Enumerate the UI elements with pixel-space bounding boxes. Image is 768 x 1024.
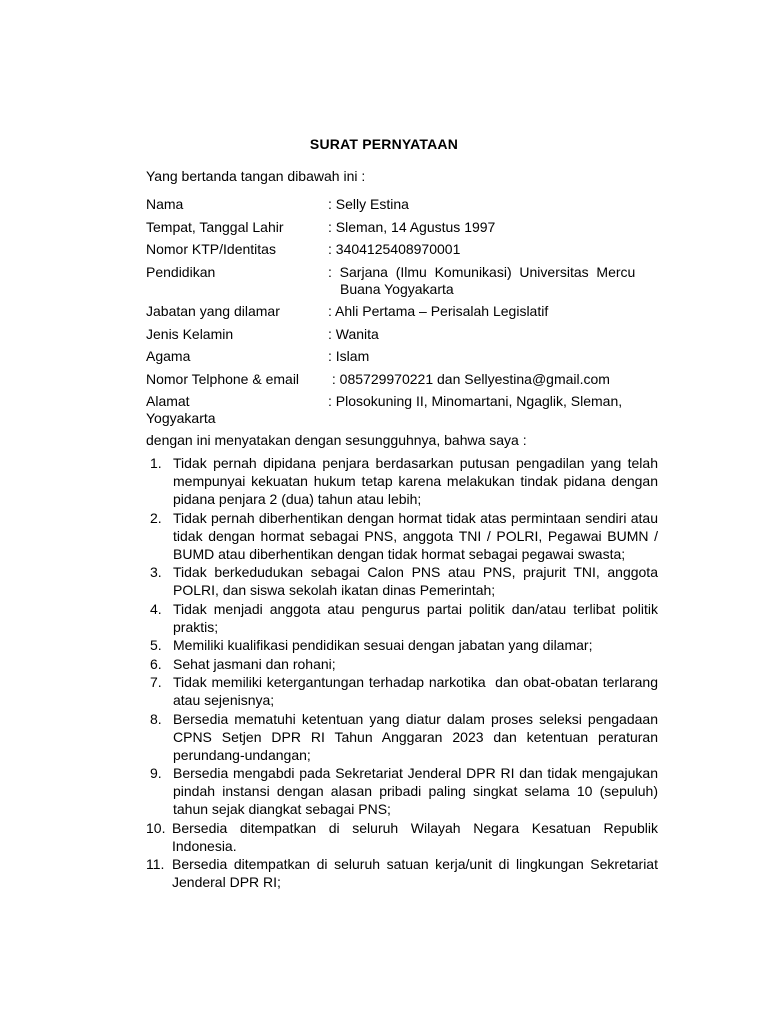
list-item [146, 600, 658, 636]
intro-text: Yang bertanda tangan dibawah ini : [146, 168, 366, 184]
list-item-text: Sehat jasmani dan rohani; [173, 655, 336, 672]
field-label: Tempat, Tanggal Lahir [146, 218, 284, 235]
list-number: 1. [150, 455, 162, 471]
field-value: : Sleman, 14 Agustus 1997 [328, 218, 496, 235]
field-jenis-kelamin [146, 326, 662, 343]
field-label: Pendidikan [146, 263, 216, 280]
list-item [146, 855, 658, 891]
list-number: 9. [150, 765, 162, 781]
field-label: Nomor Telphone & email [146, 370, 300, 387]
list-item [146, 673, 662, 709]
field-value-group [328, 264, 662, 298]
field-value: : Islam [328, 348, 370, 364]
list-item [146, 563, 658, 599]
field-nama [146, 196, 662, 213]
list-item-text: Tidak menjadi anggota atau pengurus partai politik dan/atau terlibat politik praktis; [173, 600, 658, 635]
list-number: 3. [150, 564, 162, 580]
list-item [146, 509, 658, 563]
field-label: Nama [146, 196, 184, 212]
field-tempat-tanggal-lahir [146, 219, 662, 236]
field-value-continuation: Buana Yogyakarta [340, 280, 454, 297]
field-value: : Plosokuning II, Minomartani, Ngaglik, Sleman, [328, 393, 623, 409]
field-value: : Sarjana (Ilmu Komunikasi) Universitas Mercu [328, 263, 636, 280]
field-value: : Ahli Pertama – Perisalah Legislatif [328, 303, 549, 319]
list-number: 8. [150, 710, 162, 727]
list-number: 10. [146, 819, 166, 836]
list-number: 7. [150, 674, 162, 690]
list-item [146, 454, 658, 508]
list-number: 11. [146, 856, 165, 872]
field-agama [146, 348, 662, 365]
field-label: Jabatan yang dilamar [146, 303, 280, 319]
field-label: Jenis Kelamin [146, 325, 234, 342]
list-number: 5. [150, 637, 162, 653]
list-item-text: Tidak memiliki ketergantungan terhadap narkotika dan obat-obatan terlarang atau sejenisnya; [173, 674, 662, 708]
statement-list [146, 454, 662, 892]
field-value: : Selly Estina [328, 196, 409, 212]
list-item-text: Tidak berkedudukan sebagai Calon PNS atau PNS, prajurit TNI, anggota POLRI, dan siswa sekolah ikatan dinas Pemerintah; [173, 564, 658, 598]
field-pendidikan [146, 264, 662, 298]
field-label: Nomor KTP/Identitas [146, 241, 276, 257]
list-item-text: Bersedia mengabdi pada Sekretariat Jenderal DPR RI dan tidak mengajukan pindah instansi dengan alasan pribadi paling singkat selama 10 (sepuluh) tahun sejak diangkat sebagai PNS; [173, 765, 658, 817]
list-item [146, 655, 658, 673]
list-number: 2. [150, 509, 162, 526]
list-item [146, 764, 658, 818]
list-item-text: Bersedia ditempatkan di seluruh satuan kerja/unit di lingkungan Sekretariat Jenderal DPR RI; [172, 856, 658, 890]
list-number: 6. [150, 655, 162, 672]
list-item [146, 710, 658, 764]
field-label: Alamat [146, 393, 190, 409]
list-item [146, 636, 658, 654]
field-telepon-email [146, 371, 662, 388]
field-value-continuation: Yogyakarta [146, 410, 216, 426]
field-label: Agama [146, 348, 191, 364]
field-nomor-ktp [146, 241, 662, 258]
list-item-text: Bersedia mematuhi ketentuan yang diatur dalam proses seleksi pengadaan CPNS Setjen DPR RI Tahun Anggaran 2023 dan ketentuan peraturan perundang-undangan; [173, 710, 658, 763]
field-value: : 085729970221 dan Sellyestina@gmail.com [328, 370, 610, 387]
field-value: : Wanita [328, 325, 379, 342]
document-title: SURAT PERNYATAAN [309, 136, 459, 152]
statement-text: dengan ini menyatakan dengan sesungguhnya, bahwa saya : [146, 432, 527, 448]
field-alamat [146, 393, 662, 410]
list-item-text: Tidak pernah diberhentikan dengan hormat tidak atas permintaan sendiri atau tidak dengan hormat sebagai PNS, anggota TNI / POLRI, Pegawai BUMN / BUMD atau diberhentikan dengan tidak hormat sebagai pegawai swasta; [173, 509, 658, 562]
list-item-text: Bersedia ditempatkan di seluruh Wilayah Negara Kesatuan Republik Indonesia. [172, 819, 658, 854]
list-item [146, 819, 658, 855]
list-number: 4. [150, 600, 162, 617]
field-value: : 3404125408970001 [328, 241, 461, 257]
field-jabatan [146, 303, 662, 320]
list-item-text: Tidak pernah dipidana penjara berdasarkan putusan pengadilan yang telah mempunyai kekuatan hukum tetap karena melakukan tindak pidana dengan pidana penjara 2 (dua) tahun atau lebih; [173, 455, 658, 507]
identity-fields [146, 196, 662, 427]
list-item-text: Memiliki kualifikasi pendidikan sesuai dengan jabatan yang dilamar; [173, 637, 593, 653]
